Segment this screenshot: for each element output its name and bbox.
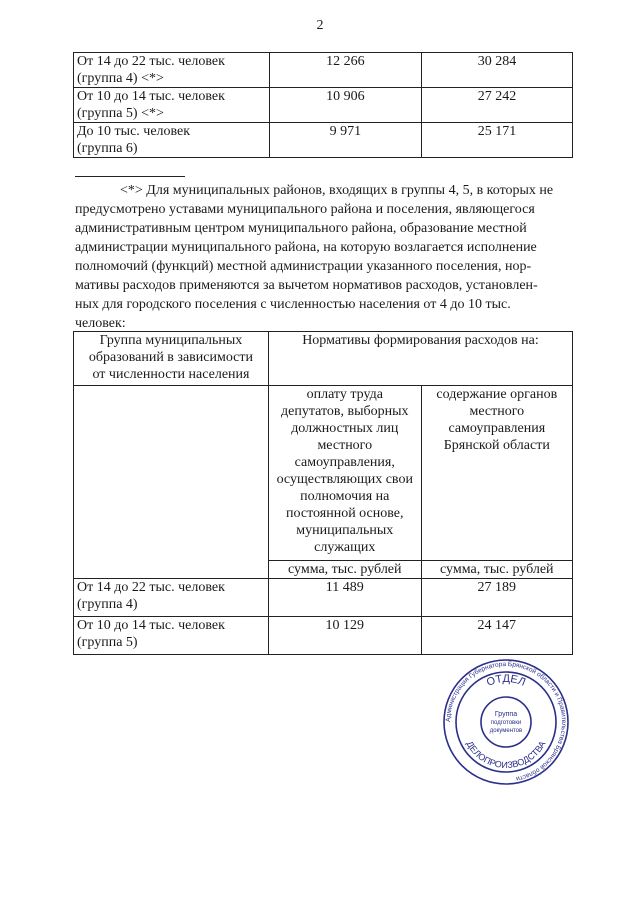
value-cell: 10 129 (268, 617, 421, 655)
value-cell: 30 284 (421, 53, 572, 88)
value-cell: 11 489 (268, 579, 421, 617)
table-row (74, 579, 573, 617)
value-cell: 24 147 (421, 617, 572, 655)
group-cell: От 14 до 22 тыс. человек (группа 4) <*> (74, 53, 270, 88)
stamp-center-line2: подготовки (490, 720, 522, 726)
norms-table-continued (73, 52, 573, 158)
table-row (74, 88, 573, 123)
header-group-cell: Группа муниципальных образований в зависимости от численности населения (74, 332, 269, 386)
footnote-divider (75, 176, 185, 177)
stamp-center-line3: документов (489, 728, 523, 734)
table-header-row (74, 332, 573, 386)
value-cell: 9 971 (269, 123, 421, 158)
unit-cell: сумма, тыс. рублей (268, 561, 421, 579)
table-row (74, 617, 573, 655)
value-cell: 10 906 (269, 88, 421, 123)
official-stamp (442, 658, 570, 786)
value-cell: 27 189 (421, 579, 572, 617)
empty-cell (74, 386, 269, 579)
header-col2-cell: оплату труда депутатов, выборных должностных лиц местного самоуправления, осуществляющих свои полномочия на постоянной основе, муниципальных служащих (268, 386, 421, 561)
value-cell: 27 242 (421, 88, 572, 123)
table-subheader-row (74, 386, 573, 561)
stamp-top-text: ОТДЕЛ (484, 672, 528, 689)
group-cell: От 14 до 22 тыс. человек (группа 4) (74, 579, 269, 617)
footnote: <*> Для муниципальных районов, входящих в группы 4, 5, в которых не предусмотрено уставами муниципального района и поселения, являющегося административным центром муниципального района, образование местной администрации муниципального района, на которую возлагается исполнение полномочий (функций) местной администрации указанного поселения, нор- мативы расходов применяются за вычетом нормативов расходов, установлен- ных для городского поселения с численностью населения от 4 до 10 тыс. человек: (75, 183, 554, 331)
unit-cell: сумма, тыс. рублей (421, 561, 572, 579)
stamp-bottom-text: ДЕЛОПРОИЗВОДСТВА (464, 739, 548, 771)
value-cell: 12 266 (269, 53, 421, 88)
stamp-outer-text: Администрация Губернатора Брянской области и Правительства Брянской области (444, 660, 568, 783)
table-row (74, 53, 573, 88)
group-cell: От 10 до 14 тыс. человек (группа 5) (74, 617, 269, 655)
group-cell: До 10 тыс. человек (группа 6) (74, 123, 270, 158)
stamp-center-line1: Группа (494, 711, 518, 718)
norms-table-second (73, 331, 573, 655)
value-cell: 25 171 (421, 123, 572, 158)
header-norms-cell: Нормативы формирования расходов на: (268, 332, 572, 386)
page-number: 2 (316, 18, 324, 33)
table-row (74, 123, 573, 158)
header-col3-cell: содержание органов местного самоуправления Брянской области (421, 386, 572, 561)
group-cell: От 10 до 14 тыс. человек (группа 5) <*> (74, 88, 270, 123)
